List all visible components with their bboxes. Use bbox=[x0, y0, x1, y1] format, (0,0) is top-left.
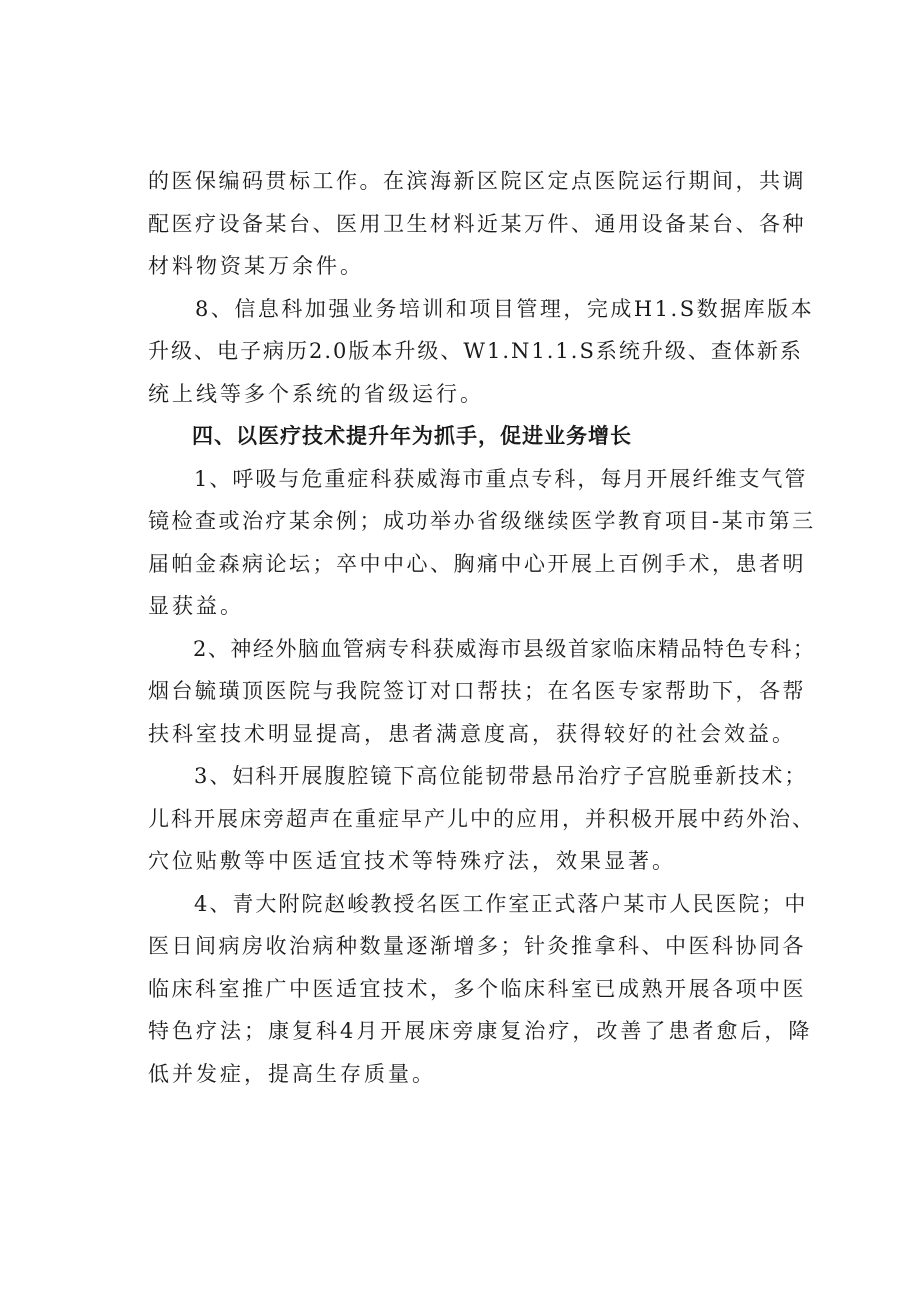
text-line: 特色疗法；康复科4月开展床旁康复治疗，改善了患者愈后，降 bbox=[148, 1019, 813, 1043]
text-line: 统上线等多个系统的省级运行。 bbox=[148, 381, 484, 406]
text-line: 配医疗设备某台、医用卫生材料近某万件、通用设备某台、各种 bbox=[148, 211, 806, 236]
text-line: 1、呼吸与危重症科获威海市重点专科，每月开展纤维支气管 bbox=[148, 466, 808, 491]
text-line: 低并发症，提高生存质量。 bbox=[148, 1061, 436, 1086]
text-line: 升级、电子病历2.0版本升级、W1.N1.1.S系统升级、查体新系 bbox=[148, 339, 803, 363]
text-line: 材料物资某万余件。 bbox=[148, 254, 364, 278]
text-line: 显获益。 bbox=[148, 594, 244, 618]
section-heading: 四、以医疗技术提升年为抓手，促进业务增长 bbox=[148, 424, 632, 448]
text-line: 的医保编码贯标工作。在滨海新区院区定点医院运行期间，共调 bbox=[148, 169, 806, 193]
text-line: 儿科开展床旁超声在重症早产儿中的应用，并积极开展中药外治、 bbox=[148, 806, 815, 831]
text-line: 临床科室推广中医适宜技术，多个临床科室已成熟开展各项中医 bbox=[148, 976, 806, 1001]
text-line: 4、青大附院赵峻教授名医工作室正式落户某市人民医院；中 bbox=[148, 891, 808, 916]
text-line: 穴位贴敷等中医适宜技术等特殊疗法，效果显著。 bbox=[148, 849, 676, 873]
text-line: 烟台毓璜顶医院与我院签订对口帮扶；在名医专家帮助下，各帮 bbox=[148, 679, 806, 703]
text-line: 医日间病房收治病种数量逐渐增多；针灸推拿科、中医科协同各 bbox=[148, 934, 806, 958]
text-line: 8、信息科加强业务培训和项目管理，完成H1.S数据库版本 bbox=[148, 296, 815, 321]
document-body bbox=[148, 160, 818, 1095]
text-line: 2、神经外脑血管病专科获威海市县级首家临床精品特色专科； bbox=[148, 636, 816, 661]
text-line: 镜检查或治疗某余例；成功举办省级继续医学教育项目-某市第三 bbox=[148, 509, 816, 533]
text-line: 扶科室技术明显提高，患者满意度高，获得较好的社会效益。 bbox=[148, 721, 796, 746]
text-line: 届帕金森病论坛；卒中中心、胸痛中心开展上百例手术，患者明 bbox=[148, 551, 806, 576]
text-line: 3、妇科开展腹腔镜下高位能韧带悬吊治疗子宫脱垂新技术； bbox=[148, 764, 808, 788]
